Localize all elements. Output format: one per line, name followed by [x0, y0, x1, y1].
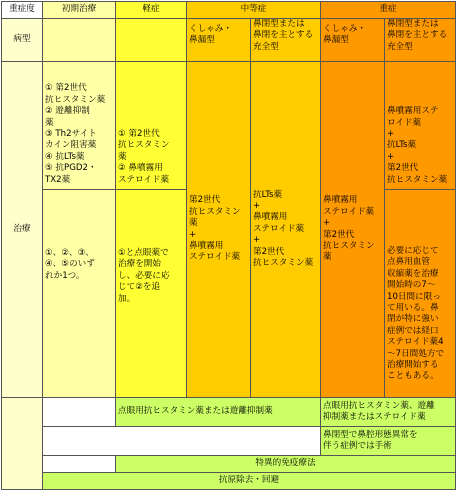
type-severe-block: 鼻閉型または 鼻閉を主とする 充全型	[385, 19, 456, 62]
immuno-initial-empty	[43, 456, 116, 473]
severe-sneeze-treatment: 鼻噴霧用 ステロイド薬 + 第2世代 抗ヒスタミン薬	[321, 62, 385, 398]
header-severity: 重症度	[2, 2, 43, 19]
type-initial-empty	[43, 19, 116, 62]
severe-block-note: 必要に応じて 点鼻用血管 収縮薬を治療 開始時の7～ 10日間に限っ て用いる。鼻 閉が特に強い 症例では経口 ステロイド薬4 ～7日間処方で 治療開始する こともある。	[385, 190, 456, 398]
type-moderate-sneeze: くしゃみ・ 鼻漏型	[187, 19, 251, 62]
specific-immunotherapy: 特異的免疫療法	[116, 456, 456, 473]
treatment-row-label: 治療	[2, 62, 43, 398]
type-moderate-block: 鼻閉型または 鼻閉を主とする 充全型	[251, 19, 321, 62]
type-row-label: 病型	[2, 19, 43, 62]
header-initial-treatment: 初期治療	[43, 2, 116, 19]
eye-initial-empty	[43, 398, 116, 427]
surgery-severe: 鼻閉型で鼻腔形態異常を 伴う症例では手術	[321, 427, 456, 456]
surgery-empty	[43, 427, 321, 456]
severe-block-treatment: 鼻噴霧用ステ ロイド薬 + 抗LTs薬 + 第2世代 抗ヒスタミン薬	[385, 62, 456, 190]
treatment-table	[1, 1, 456, 490]
lower-label-empty	[2, 398, 43, 490]
mild-drug-list: ① 第2世代 抗ヒスタミン 薬 ② 鼻噴霧用 ステロイド薬	[116, 62, 187, 190]
initial-treatment-note: ①、②、③、 ④、⑤のいず れか1つ。	[43, 190, 116, 398]
initial-drug-list: ① 第2世代 抗ヒスタミン薬 ② 遊離抑制 薬 ③ Th2サイト カイン阻害薬 ④ 抗LTs薬 ⑤ 抗PGD2・ TX2薬	[43, 62, 116, 190]
header-severe: 重症	[321, 2, 456, 19]
eye-drops-mild-moderate: 点眼用抗ヒスタミン薬または遊離抑制薬	[116, 398, 321, 427]
header-mild: 軽症	[116, 2, 187, 19]
moderate-block-treatment: 抗LTs薬 + 鼻噴霧用 ステロイド薬 + 第2世代 抗ヒスタミン薬	[251, 62, 321, 398]
moderate-sneeze-treatment: 第2世代 抗ヒスタミン 薬 + 鼻噴霧用 ステロイド薬	[187, 62, 251, 398]
eye-drops-severe: 点眼用抗ヒスタミン薬、遊離 抑制薬またはステロイド薬	[321, 398, 456, 427]
header-moderate: 中等症	[187, 2, 321, 19]
type-mild-empty	[116, 19, 187, 62]
mild-treatment-note: ①と点眼薬で 治療を開始 し、必要に応 じて②を追 加。	[116, 190, 187, 398]
type-severe-sneeze: くしゃみ・ 鼻漏型	[321, 19, 385, 62]
antigen-avoidance: 抗原除去・回避	[43, 473, 456, 490]
